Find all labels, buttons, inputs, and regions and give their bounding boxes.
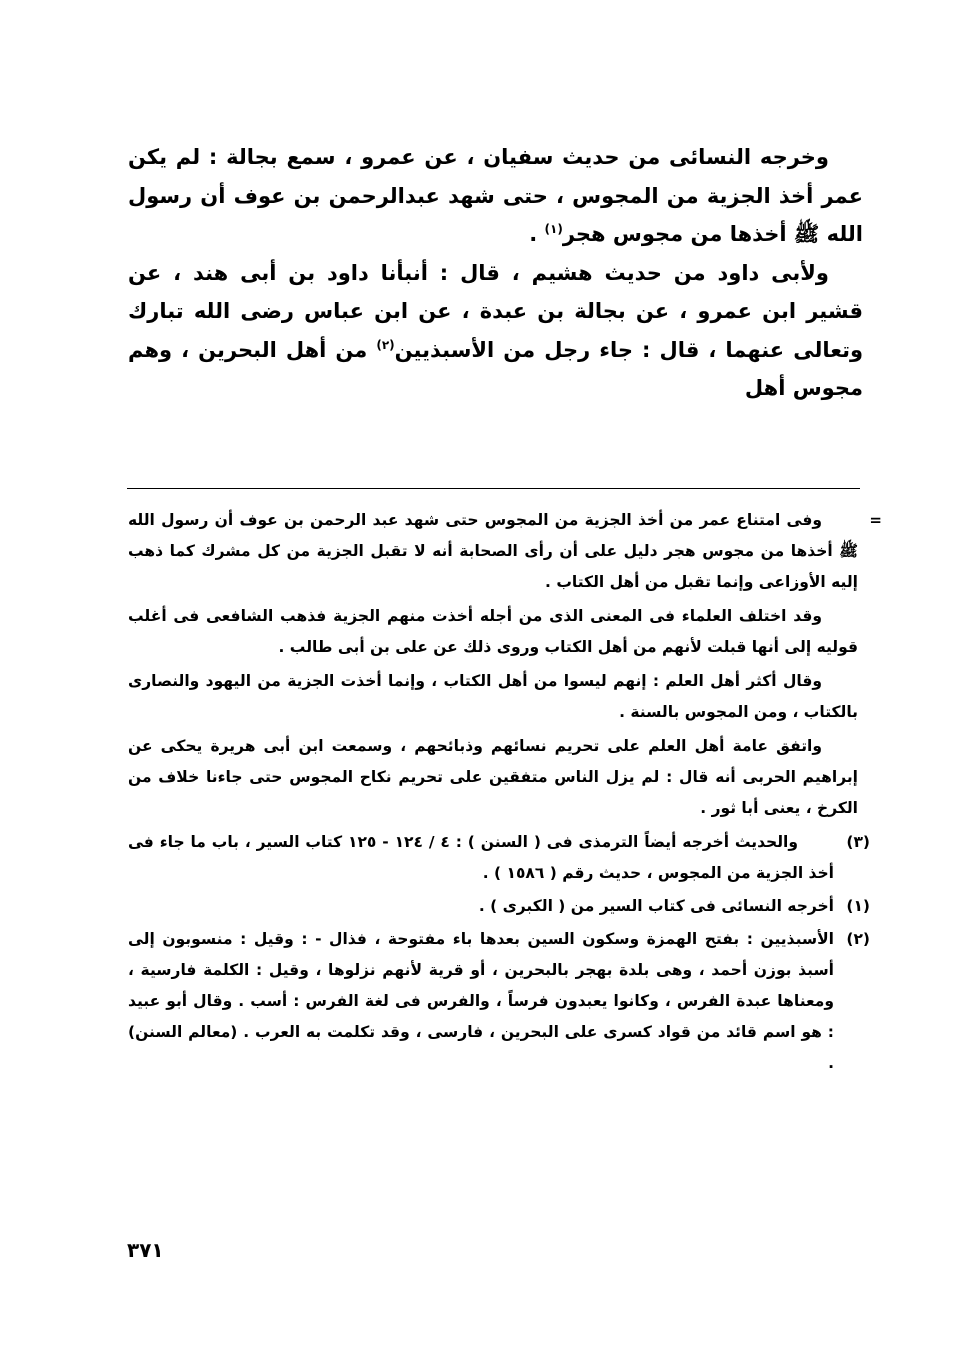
footnote-2-text: الأسبذيين : بفتح الهمزة وسكون السين بعدها باء مفتوحة ، فذال - : وقيل : منسوبون إلى أسبذ بوزن أحمد ، وهى بلدة بهجر بالبحرين ، أو قرية لأنهم نزلوها ، وقيل : الكلمة فارسية ، ومعناها عبدة الفرس ، وكانوا يعبدون فرساً ، والفرس فى لغة الفرس : أسب . وقال أبو عبيد : هو اسم قائد من قواد كسرى على البحرين ، فارسى ، وقد تكلمت به العرب . (معالم السنن) . (128, 930, 834, 1072)
note-continuation (128, 505, 882, 598)
footnote-2-number: (٢) (846, 930, 870, 948)
page-number: ٣٧١ (127, 1238, 164, 1262)
note-block-3 (128, 666, 870, 728)
continuation-mark: = (869, 511, 882, 529)
footnote-1-text: أخرجه النسائى فى كتاب السير من ( الكبرى ) . (478, 897, 834, 915)
main-paragraph-2-end: من أهل البحرين ، وهم مجوس أهل (128, 337, 863, 400)
footnote-1-number: (١) (846, 897, 870, 915)
footnote-2 (128, 924, 870, 1079)
main-paragraph-1 (128, 138, 863, 254)
footnote-3 (128, 827, 870, 889)
note-paragraph-4: واتفق عامة أهل العلم على تحريم نسائهم وذبائحهم ، وسمعت ابن أبى هريرة يحكى عن إبراهيم الحربى أنه قال : لم يزل الناس متفقين على تحريم نكاح المجوس حتى جاءنا خلاف من الكرخ ، يعنى أبا ثور . (128, 737, 858, 817)
footnotes (128, 505, 882, 1081)
note-paragraph-2: وقد اختلف العلماء فى المعنى الذى من أجله أخذت منهم الجزية فذهب الشافعى فى أغلب قوليه إلى أنها قبلت لأنهم من أهل الكتاب وروى ذلك عن على بن أبى طالب . (128, 607, 858, 656)
note-block-4 (128, 731, 870, 824)
footnote-divider (127, 488, 860, 489)
footnote-3-number: (٣) (846, 833, 870, 851)
footnote-3-text: والحديث أخرجه أيضاً الترمذى فى ( السنن ) : ٤ / ١٢٤ - ١٢٥ كتاب السير ، باب ما جاء فى أخذ الجزية من المجوس ، حديث رقم ( ١٥٨٦ ) . (128, 833, 834, 882)
note-block-2 (128, 601, 870, 663)
main-text (128, 138, 863, 408)
footnote-ref-2[interactable]: (٢) (376, 337, 395, 352)
main-paragraph-1-end: . (529, 222, 545, 246)
footnote-1 (128, 891, 870, 922)
main-paragraph-2 (128, 254, 863, 408)
note-paragraph-3: وقال أكثر أهل العلم : إنهم ليسوا من أهل الكتاب ، وإنما أخذت الجزية من اليهود والنصارى بالكتاب ، ومن المجوس بالسنة . (128, 672, 858, 721)
note-paragraph-1: وفى امتناع عمر من أخذ الجزية من المجوس حتى شهد عبد الرحمن بن عوف أن رسول الله ﷺ أخذها من مجوس هجر دليل على أن رأى الصحابة أنه لا تقبل الجزية من كل مشرك كما ذهب إليه الأوزاعى وإنما تقبل من أهل الكتاب . (128, 511, 858, 591)
main-paragraph-1-text: وخرجه النسائى من حديث سفيان ، عن عمرو ، سمع بجالة : لم يكن عمر أخذ الجزية من المجوس ، حتى شهد عبدالرحمن بن عوف أن رسول الله ﷺ أخذها من مجوس هجر (128, 145, 863, 246)
main-paragraph-2-text: ولأبى داود من حديث هشيم ، قال : أنبأنا داود بن أبى هند ، عن قشير ابن عمرو ، عن بجالة بن عبدة ، عن ابن عباس رضى الله تبارك وتعالى عنهما ، قال : جاء رجل من الأسبذيين (128, 260, 864, 362)
footnote-ref-1[interactable]: (١) (544, 222, 563, 236)
